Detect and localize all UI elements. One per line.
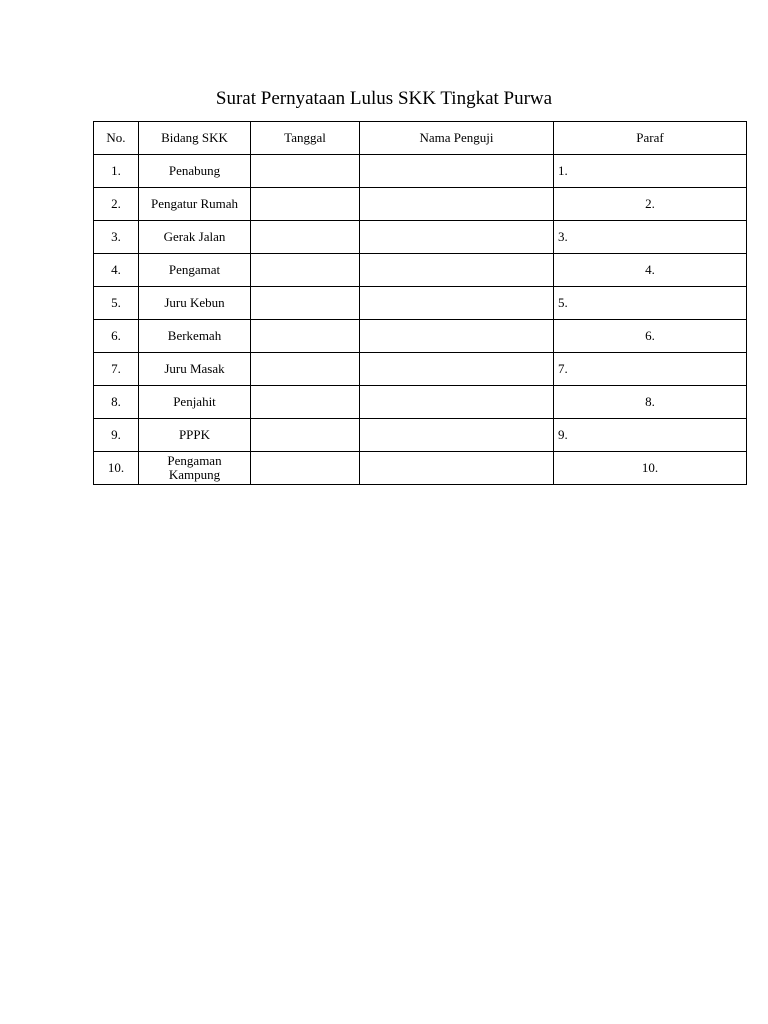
cell-tanggal — [251, 386, 360, 419]
table-row — [94, 188, 747, 221]
cell-nama-penguji — [360, 353, 554, 386]
table-row — [94, 320, 747, 353]
cell-bidang-skk: Pengatur Rumah — [139, 188, 251, 221]
header-tanggal: Tanggal — [251, 122, 360, 155]
cell-no: 3. — [94, 221, 139, 254]
cell-paraf: 6. — [554, 320, 747, 353]
cell-nama-penguji — [360, 287, 554, 320]
header-no: No. — [94, 122, 139, 155]
cell-paraf: 7. — [554, 353, 747, 386]
header-paraf: Paraf — [554, 122, 747, 155]
header-bidang-skk: Bidang SKK — [139, 122, 251, 155]
cell-bidang-skk: PPPK — [139, 419, 251, 452]
cell-nama-penguji — [360, 320, 554, 353]
cell-paraf: 2. — [554, 188, 747, 221]
table-row — [94, 353, 747, 386]
document-title — [0, 86, 768, 112]
cell-tanggal — [251, 320, 360, 353]
cell-paraf: 8. — [554, 386, 747, 419]
table-row — [94, 419, 747, 452]
cell-no: 4. — [94, 254, 139, 287]
header-nama-penguji: Nama Penguji — [360, 122, 554, 155]
cell-no: 2. — [94, 188, 139, 221]
table-row — [94, 221, 747, 254]
table-row — [94, 452, 747, 485]
cell-bidang-skk: Penabung — [139, 155, 251, 188]
cell-bidang-skk: Juru Masak — [139, 353, 251, 386]
cell-paraf: 3. — [554, 221, 747, 254]
table-row — [94, 287, 747, 320]
table-row — [94, 254, 747, 287]
cell-nama-penguji — [360, 419, 554, 452]
cell-nama-penguji — [360, 221, 554, 254]
cell-no: 1. — [94, 155, 139, 188]
cell-tanggal — [251, 452, 360, 485]
cell-bidang-skk: Penjahit — [139, 386, 251, 419]
cell-no: 6. — [94, 320, 139, 353]
cell-bidang-skk: Pengaman Kampung — [139, 452, 251, 485]
document-title-text: Surat Pernyataan Lulus SKK Tingkat Purwa — [215, 88, 553, 109]
cell-tanggal — [251, 353, 360, 386]
cell-tanggal — [251, 221, 360, 254]
cell-tanggal — [251, 419, 360, 452]
cell-bidang-skk: Pengamat — [139, 254, 251, 287]
table-row — [94, 155, 747, 188]
table-header-row — [94, 122, 747, 155]
cell-paraf: 9. — [554, 419, 747, 452]
table-row — [94, 386, 747, 419]
cell-nama-penguji — [360, 386, 554, 419]
cell-no: 9. — [94, 419, 139, 452]
cell-paraf: 1. — [554, 155, 747, 188]
cell-nama-penguji — [360, 188, 554, 221]
cell-paraf: 5. — [554, 287, 747, 320]
cell-no: 7. — [94, 353, 139, 386]
cell-tanggal — [251, 188, 360, 221]
cell-bidang-skk: Juru Kebun — [139, 287, 251, 320]
cell-nama-penguji — [360, 155, 554, 188]
cell-tanggal — [251, 155, 360, 188]
cell-bidang-skk: Berkemah — [139, 320, 251, 353]
cell-bidang-skk: Gerak Jalan — [139, 221, 251, 254]
cell-no: 10. — [94, 452, 139, 485]
cell-paraf: 4. — [554, 254, 747, 287]
skk-table — [93, 121, 747, 485]
cell-no: 5. — [94, 287, 139, 320]
cell-no: 8. — [94, 386, 139, 419]
cell-nama-penguji — [360, 452, 554, 485]
cell-paraf: 10. — [554, 452, 747, 485]
cell-tanggal — [251, 254, 360, 287]
cell-nama-penguji — [360, 254, 554, 287]
cell-tanggal — [251, 287, 360, 320]
